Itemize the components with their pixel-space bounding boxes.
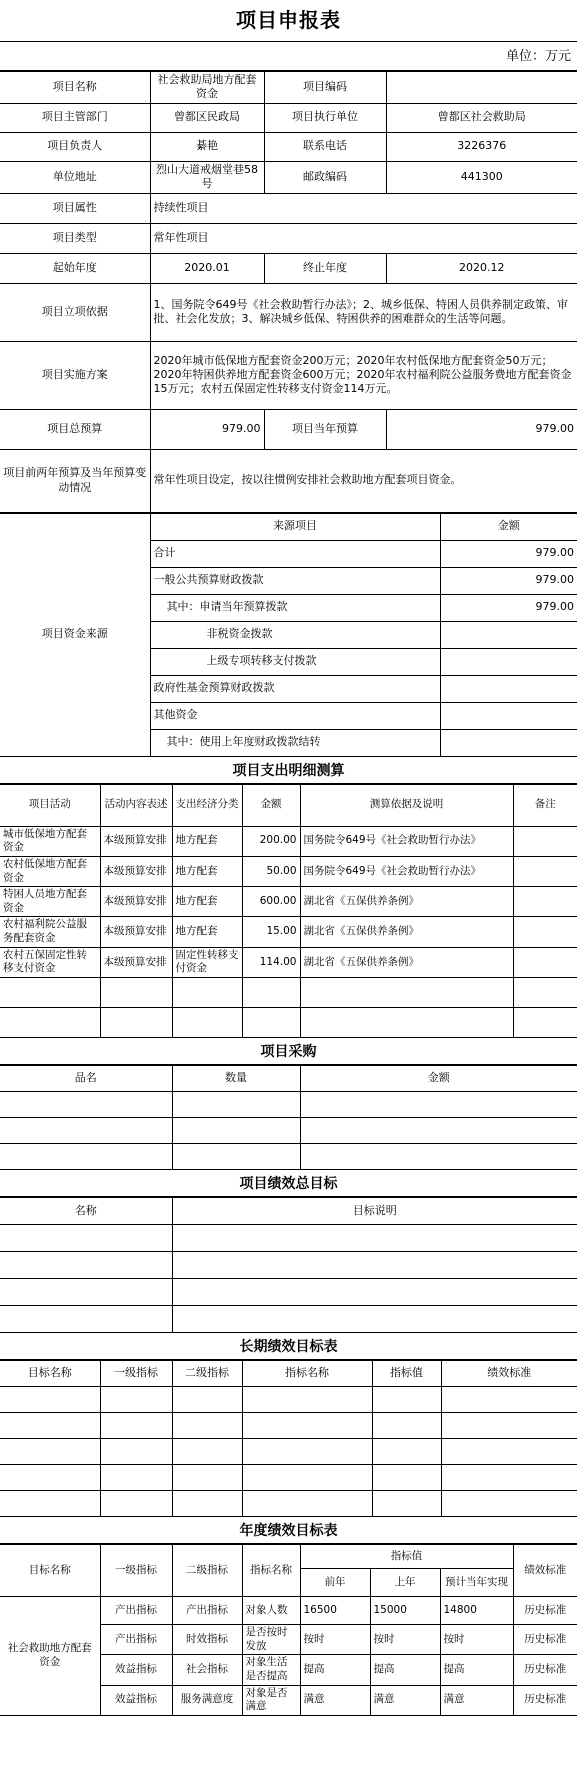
end-label: 终止年度 — [264, 253, 386, 283]
current-budget-value: 979.00 — [386, 409, 577, 449]
long-term-row-empty — [0, 1413, 577, 1439]
funds-row-name: 其他资金 — [150, 702, 440, 729]
phone-label: 联系电话 — [264, 132, 386, 161]
attr-label: 项目属性 — [0, 193, 150, 223]
expense-amount: 600.00 — [242, 887, 300, 917]
funds-label: 项目资金来源 — [0, 513, 150, 756]
perf-total-section-title: 项目绩效总目标 — [0, 1170, 577, 1197]
annual-header-l2: 二级指标 — [172, 1545, 242, 1597]
expense-header: 备注 — [513, 784, 577, 826]
annual-l1: 效益指标 — [100, 1685, 172, 1715]
annual-l1: 产出指标 — [100, 1597, 172, 1625]
perf-total-row-empty — [0, 1306, 577, 1333]
expense-detail-table — [0, 784, 577, 1038]
annual-prev: 提高 — [300, 1655, 370, 1685]
expense-class: 地方配套 — [172, 826, 242, 856]
expense-row-empty — [0, 1008, 577, 1038]
long-term-header: 绩效标准 — [441, 1361, 577, 1387]
perf-total-table — [0, 1197, 577, 1333]
expense-desc: 本级预算安排 — [100, 887, 172, 917]
annual-row — [0, 1597, 577, 1625]
expense-class: 地方配套 — [172, 856, 242, 886]
annual-standard: 历史标准 — [513, 1685, 577, 1715]
lead-value: 綦艳 — [150, 132, 264, 161]
perf-total-header: 目标说明 — [172, 1198, 577, 1225]
annual-indicator: 是否按时发放 — [242, 1625, 300, 1655]
expense-header: 测算依据及说明 — [300, 784, 513, 826]
annual-expected: 14800 — [440, 1597, 513, 1625]
exec-value: 曾都区社会救助局 — [386, 103, 577, 132]
annual-l1: 产出指标 — [100, 1625, 172, 1655]
annual-prev: 16500 — [300, 1597, 370, 1625]
funds-row-amount — [440, 648, 577, 675]
annual-header-value: 指标值 — [300, 1545, 513, 1569]
funds-row-amount: 979.00 — [440, 540, 577, 567]
budget-change-value: 常年性项目设定，按以往惯例安排社会救助地方配套项目资金。 — [150, 449, 577, 512]
purchase-section-title: 项目采购 — [0, 1038, 577, 1065]
name-label: 项目名称 — [0, 72, 150, 104]
funds-row-amount — [440, 621, 577, 648]
purchase-row-empty — [0, 1118, 577, 1144]
annual-table — [0, 1544, 577, 1716]
zip-value: 441300 — [386, 161, 577, 193]
funds-row-name: 非税资金拨款 — [150, 621, 440, 648]
expense-note — [513, 856, 577, 886]
annual-l2: 服务满意度 — [172, 1685, 242, 1715]
annual-last: 提高 — [370, 1655, 440, 1685]
long-term-row-empty — [0, 1465, 577, 1491]
perf-total-row-empty — [0, 1252, 577, 1279]
expense-amount: 114.00 — [242, 947, 300, 977]
expense-desc: 本级预算安排 — [100, 917, 172, 947]
expense-note — [513, 826, 577, 856]
long-term-header: 指标值 — [372, 1361, 441, 1387]
exec-label: 项目执行单位 — [264, 103, 386, 132]
code-value — [386, 72, 577, 104]
long-term-header: 二级指标 — [172, 1361, 242, 1387]
purchase-header: 数量 — [172, 1066, 300, 1092]
funds-row-amount — [440, 729, 577, 756]
expense-row-empty — [0, 978, 577, 1008]
expense-activity: 农村福利院公益服务配套资金 — [0, 917, 100, 947]
plan-label: 项目实施方案 — [0, 341, 150, 409]
expense-row — [0, 947, 577, 977]
perf-total-row-empty — [0, 1279, 577, 1306]
phone-value: 3226376 — [386, 132, 577, 161]
expense-desc: 本级预算安排 — [100, 947, 172, 977]
total-budget-value: 979.00 — [150, 409, 264, 449]
annual-header-last: 上年 — [370, 1569, 440, 1597]
dept-label: 项目主管部门 — [0, 103, 150, 132]
annual-l2: 产出指标 — [172, 1597, 242, 1625]
annual-expected: 提高 — [440, 1655, 513, 1685]
annual-expected: 按时 — [440, 1625, 513, 1655]
long-term-header: 目标名称 — [0, 1361, 100, 1387]
lead-label: 项目负责人 — [0, 132, 150, 161]
expense-row — [0, 856, 577, 886]
expense-amount: 15.00 — [242, 917, 300, 947]
funds-row-name: 一般公共预算财政拨款 — [150, 567, 440, 594]
annual-l2: 社会指标 — [172, 1655, 242, 1685]
attr-value: 持续性项目 — [150, 193, 577, 223]
annual-l2: 时效指标 — [172, 1625, 242, 1655]
annual-indicator: 对象生活是否提高 — [242, 1655, 300, 1685]
expense-activity: 农村五保固定性转移支付资金 — [0, 947, 100, 977]
dept-value: 曾都区民政局 — [150, 103, 264, 132]
expense-basis: 国务院令649号《社会救助暂行办法》 — [300, 826, 513, 856]
expense-activity: 城市低保地方配套资金 — [0, 826, 100, 856]
annual-last: 15000 — [370, 1597, 440, 1625]
long-term-header: 一级指标 — [100, 1361, 172, 1387]
expense-basis: 湖北省《五保供养条例》 — [300, 917, 513, 947]
name-value: 社会救助局地方配套资金 — [150, 72, 264, 104]
expense-header: 活动内容表述 — [100, 784, 172, 826]
perf-total-row-empty — [0, 1225, 577, 1252]
basic-info-table — [0, 71, 577, 513]
annual-header-expected: 预计当年实现 — [440, 1569, 513, 1597]
annual-prev: 按时 — [300, 1625, 370, 1655]
total-budget-label: 项目总预算 — [0, 409, 150, 449]
annual-last: 满意 — [370, 1685, 440, 1715]
annual-header-prev: 前年 — [300, 1569, 370, 1597]
funds-col-amount: 金额 — [440, 513, 577, 540]
annual-goal-name: 社会救助地方配套资金 — [0, 1597, 100, 1716]
annual-header-standard: 绩效标准 — [513, 1545, 577, 1597]
type-value: 常年性项目 — [150, 223, 577, 253]
annual-header-name: 目标名称 — [0, 1545, 100, 1597]
budget-change-label: 项目前两年预算及当年预算变动情况 — [0, 449, 150, 512]
start-value: 2020.01 — [150, 253, 264, 283]
purchase-row-empty — [0, 1092, 577, 1118]
expense-activity: 特困人员地方配套资金 — [0, 887, 100, 917]
purchase-table — [0, 1065, 577, 1170]
annual-standard: 历史标准 — [513, 1597, 577, 1625]
long-term-table — [0, 1360, 577, 1517]
annual-section-title: 年度绩效目标表 — [0, 1517, 577, 1544]
unit-label: 单位：万元 — [0, 42, 577, 71]
long-term-row-empty — [0, 1439, 577, 1465]
funds-row-name: 政府性基金预算财政拨款 — [150, 675, 440, 702]
expense-activity: 农村低保地方配套资金 — [0, 856, 100, 886]
perf-total-header: 名称 — [0, 1198, 172, 1225]
basis-value: 1、国务院令649号《社会救助暂行办法》；2、城乡低保、特困人员供养制定政策、审批、社会化发放；3、解决城乡低保、特困供养的困难群众的生活等问题。 — [150, 283, 577, 341]
expense-class: 固定性转移支付资金 — [172, 947, 242, 977]
basis-label: 项目立项依据 — [0, 283, 150, 341]
annual-last: 按时 — [370, 1625, 440, 1655]
expense-note — [513, 917, 577, 947]
annual-indicator: 对象是否满意 — [242, 1685, 300, 1715]
funds-col-source: 来源项目 — [150, 513, 440, 540]
annual-header-indicator: 指标名称 — [242, 1545, 300, 1597]
funds-row-amount: 979.00 — [440, 567, 577, 594]
long-term-row-empty — [0, 1491, 577, 1517]
form-title: 项目申报表 — [0, 0, 577, 42]
expense-header: 支出经济分类 — [172, 784, 242, 826]
funds-row-amount — [440, 675, 577, 702]
expense-amount: 50.00 — [242, 856, 300, 886]
funds-row-name: 其中：申请当年预算拨款 — [150, 594, 440, 621]
expense-amount: 200.00 — [242, 826, 300, 856]
funds-row-name: 上级专项转移支付拨款 — [150, 648, 440, 675]
start-label: 起始年度 — [0, 253, 150, 283]
expense-row — [0, 887, 577, 917]
end-value: 2020.12 — [386, 253, 577, 283]
long-term-row-empty — [0, 1387, 577, 1413]
funds-row-amount: 979.00 — [440, 594, 577, 621]
expense-desc: 本级预算安排 — [100, 856, 172, 886]
funds-row-amount — [440, 702, 577, 729]
expense-class: 地方配套 — [172, 887, 242, 917]
expense-header: 金额 — [242, 784, 300, 826]
zip-label: 邮政编码 — [264, 161, 386, 193]
expense-row — [0, 826, 577, 856]
code-label: 项目编码 — [264, 72, 386, 104]
expense-desc: 本级预算安排 — [100, 826, 172, 856]
addr-label: 单位地址 — [0, 161, 150, 193]
expense-basis: 国务院令649号《社会救助暂行办法》 — [300, 856, 513, 886]
funds-row-name: 合计 — [150, 540, 440, 567]
purchase-row-empty — [0, 1144, 577, 1170]
annual-l1: 效益指标 — [100, 1655, 172, 1685]
annual-standard: 历史标准 — [513, 1625, 577, 1655]
funds-row-name: 其中：使用上年度财政拨款结转 — [150, 729, 440, 756]
expense-basis: 湖北省《五保供养条例》 — [300, 947, 513, 977]
expense-header: 项目活动 — [0, 784, 100, 826]
expense-note — [513, 947, 577, 977]
expense-basis: 湖北省《五保供养条例》 — [300, 887, 513, 917]
addr-value: 烈山大道戒烟堂巷58号 — [150, 161, 264, 193]
long-term-header: 指标名称 — [242, 1361, 372, 1387]
purchase-header: 金额 — [300, 1066, 577, 1092]
current-budget-label: 项目当年预算 — [264, 409, 386, 449]
annual-header-l1: 一级指标 — [100, 1545, 172, 1597]
long-term-section-title: 长期绩效目标表 — [0, 1333, 577, 1360]
plan-value: 2020年城市低保地方配套资金200万元；2020年农村低保地方配套资金50万元；2020年特困供养地方配套资金600万元；2020年农村福利院公益服务费地方配套资金15万元；农村五保固定性转移支付资金114万元。 — [150, 341, 577, 409]
expense-note — [513, 887, 577, 917]
annual-expected: 满意 — [440, 1685, 513, 1715]
funding-sources-table — [0, 513, 577, 757]
type-label: 项目类型 — [0, 223, 150, 253]
annual-prev: 满意 — [300, 1685, 370, 1715]
annual-standard: 历史标准 — [513, 1655, 577, 1685]
expense-section-title: 项目支出明细测算 — [0, 757, 577, 784]
expense-class: 地方配套 — [172, 917, 242, 947]
expense-row — [0, 917, 577, 947]
purchase-header: 品名 — [0, 1066, 172, 1092]
annual-indicator: 对象人数 — [242, 1597, 300, 1625]
